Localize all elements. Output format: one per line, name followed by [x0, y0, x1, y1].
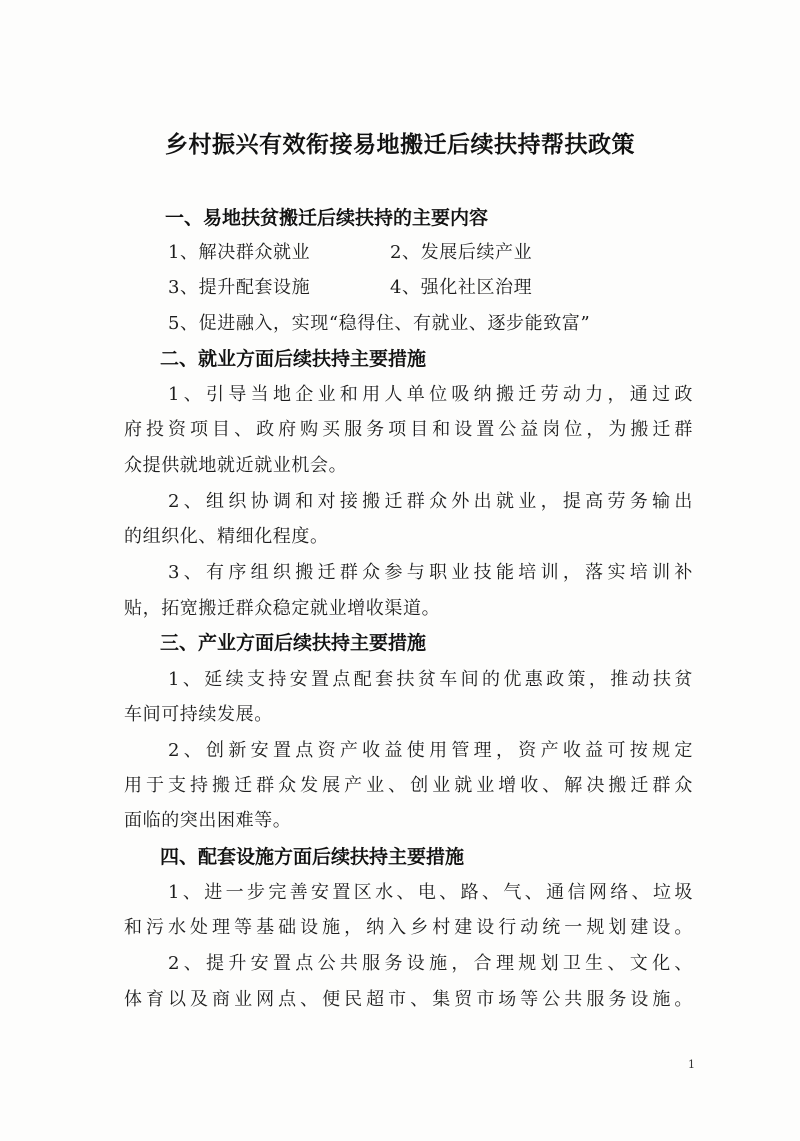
- paragraph-line: 2、组织协调和对接搬迁群众外出就业，提高劳务输出: [168, 491, 693, 512]
- paragraph-line: 贴，拓宽搬迁群众稳定就业增收渠道。: [124, 598, 441, 619]
- page-number: 1: [688, 1058, 695, 1071]
- paragraph-line: 体育以及商业网点、便民超市、集贸市场等公共服务设施。: [124, 989, 693, 1010]
- document-title: 乡村振兴有效衔接易地搬迁后续扶持帮扶政策: [165, 132, 635, 158]
- paragraph-line: 1、延续支持安置点配套扶贫车间的优惠政策，推动扶贫: [168, 669, 693, 690]
- paragraph-line: 3、有序组织搬迁群众参与职业技能培训，落实培训补: [168, 562, 693, 583]
- paragraph-line: 面临的突出困难等。: [124, 810, 292, 831]
- section-heading-1: 一、易地扶贫搬迁后续扶持的主要内容: [165, 207, 489, 229]
- list-item: 3、提升配套设施: [168, 277, 311, 298]
- list-item: 1、解决群众就业: [168, 242, 311, 263]
- paragraph-line: 1、引导当地企业和用人单位吸纳搬迁劳动力，通过政: [168, 384, 693, 405]
- list-item: 2、发展后续产业: [390, 242, 533, 263]
- paragraph-line: 和污水处理等基础设施，纳入乡村建设行动统一规划建设。: [124, 917, 693, 938]
- paragraph-line: 1、进一步完善安置区水、电、路、气、通信网络、垃圾: [168, 882, 693, 903]
- list-item: 4、强化社区治理: [390, 277, 533, 298]
- list-item: 5、促进融入，实现“稳得住、有就业、逐步能致富”: [168, 313, 591, 334]
- paragraph-line: 车间可持续发展。: [124, 704, 273, 725]
- paragraph-line: 众提供就地就近就业机会。: [124, 455, 348, 476]
- paragraph-line: 2、提升安置点公共服务设施，合理规划卫生、文化、: [168, 953, 693, 974]
- section-heading-4: 四、配套设施方面后续扶持主要措施: [160, 846, 465, 868]
- paragraph-line: 的组织化、精细化程度。: [124, 526, 329, 547]
- paragraph-line: 用于支持搬迁群众发展产业、创业就业增收、解决搬迁群众: [124, 775, 693, 796]
- paragraph-line: 府投资项目、政府购买服务项目和设置公益岗位，为搬迁群: [124, 419, 693, 440]
- section-heading-2: 二、就业方面后续扶持主要措施: [160, 348, 427, 370]
- paragraph-line: 2、创新安置点资产收益使用管理，资产收益可按规定: [168, 740, 693, 761]
- section-heading-3: 三、产业方面后续扶持主要措施: [160, 632, 427, 654]
